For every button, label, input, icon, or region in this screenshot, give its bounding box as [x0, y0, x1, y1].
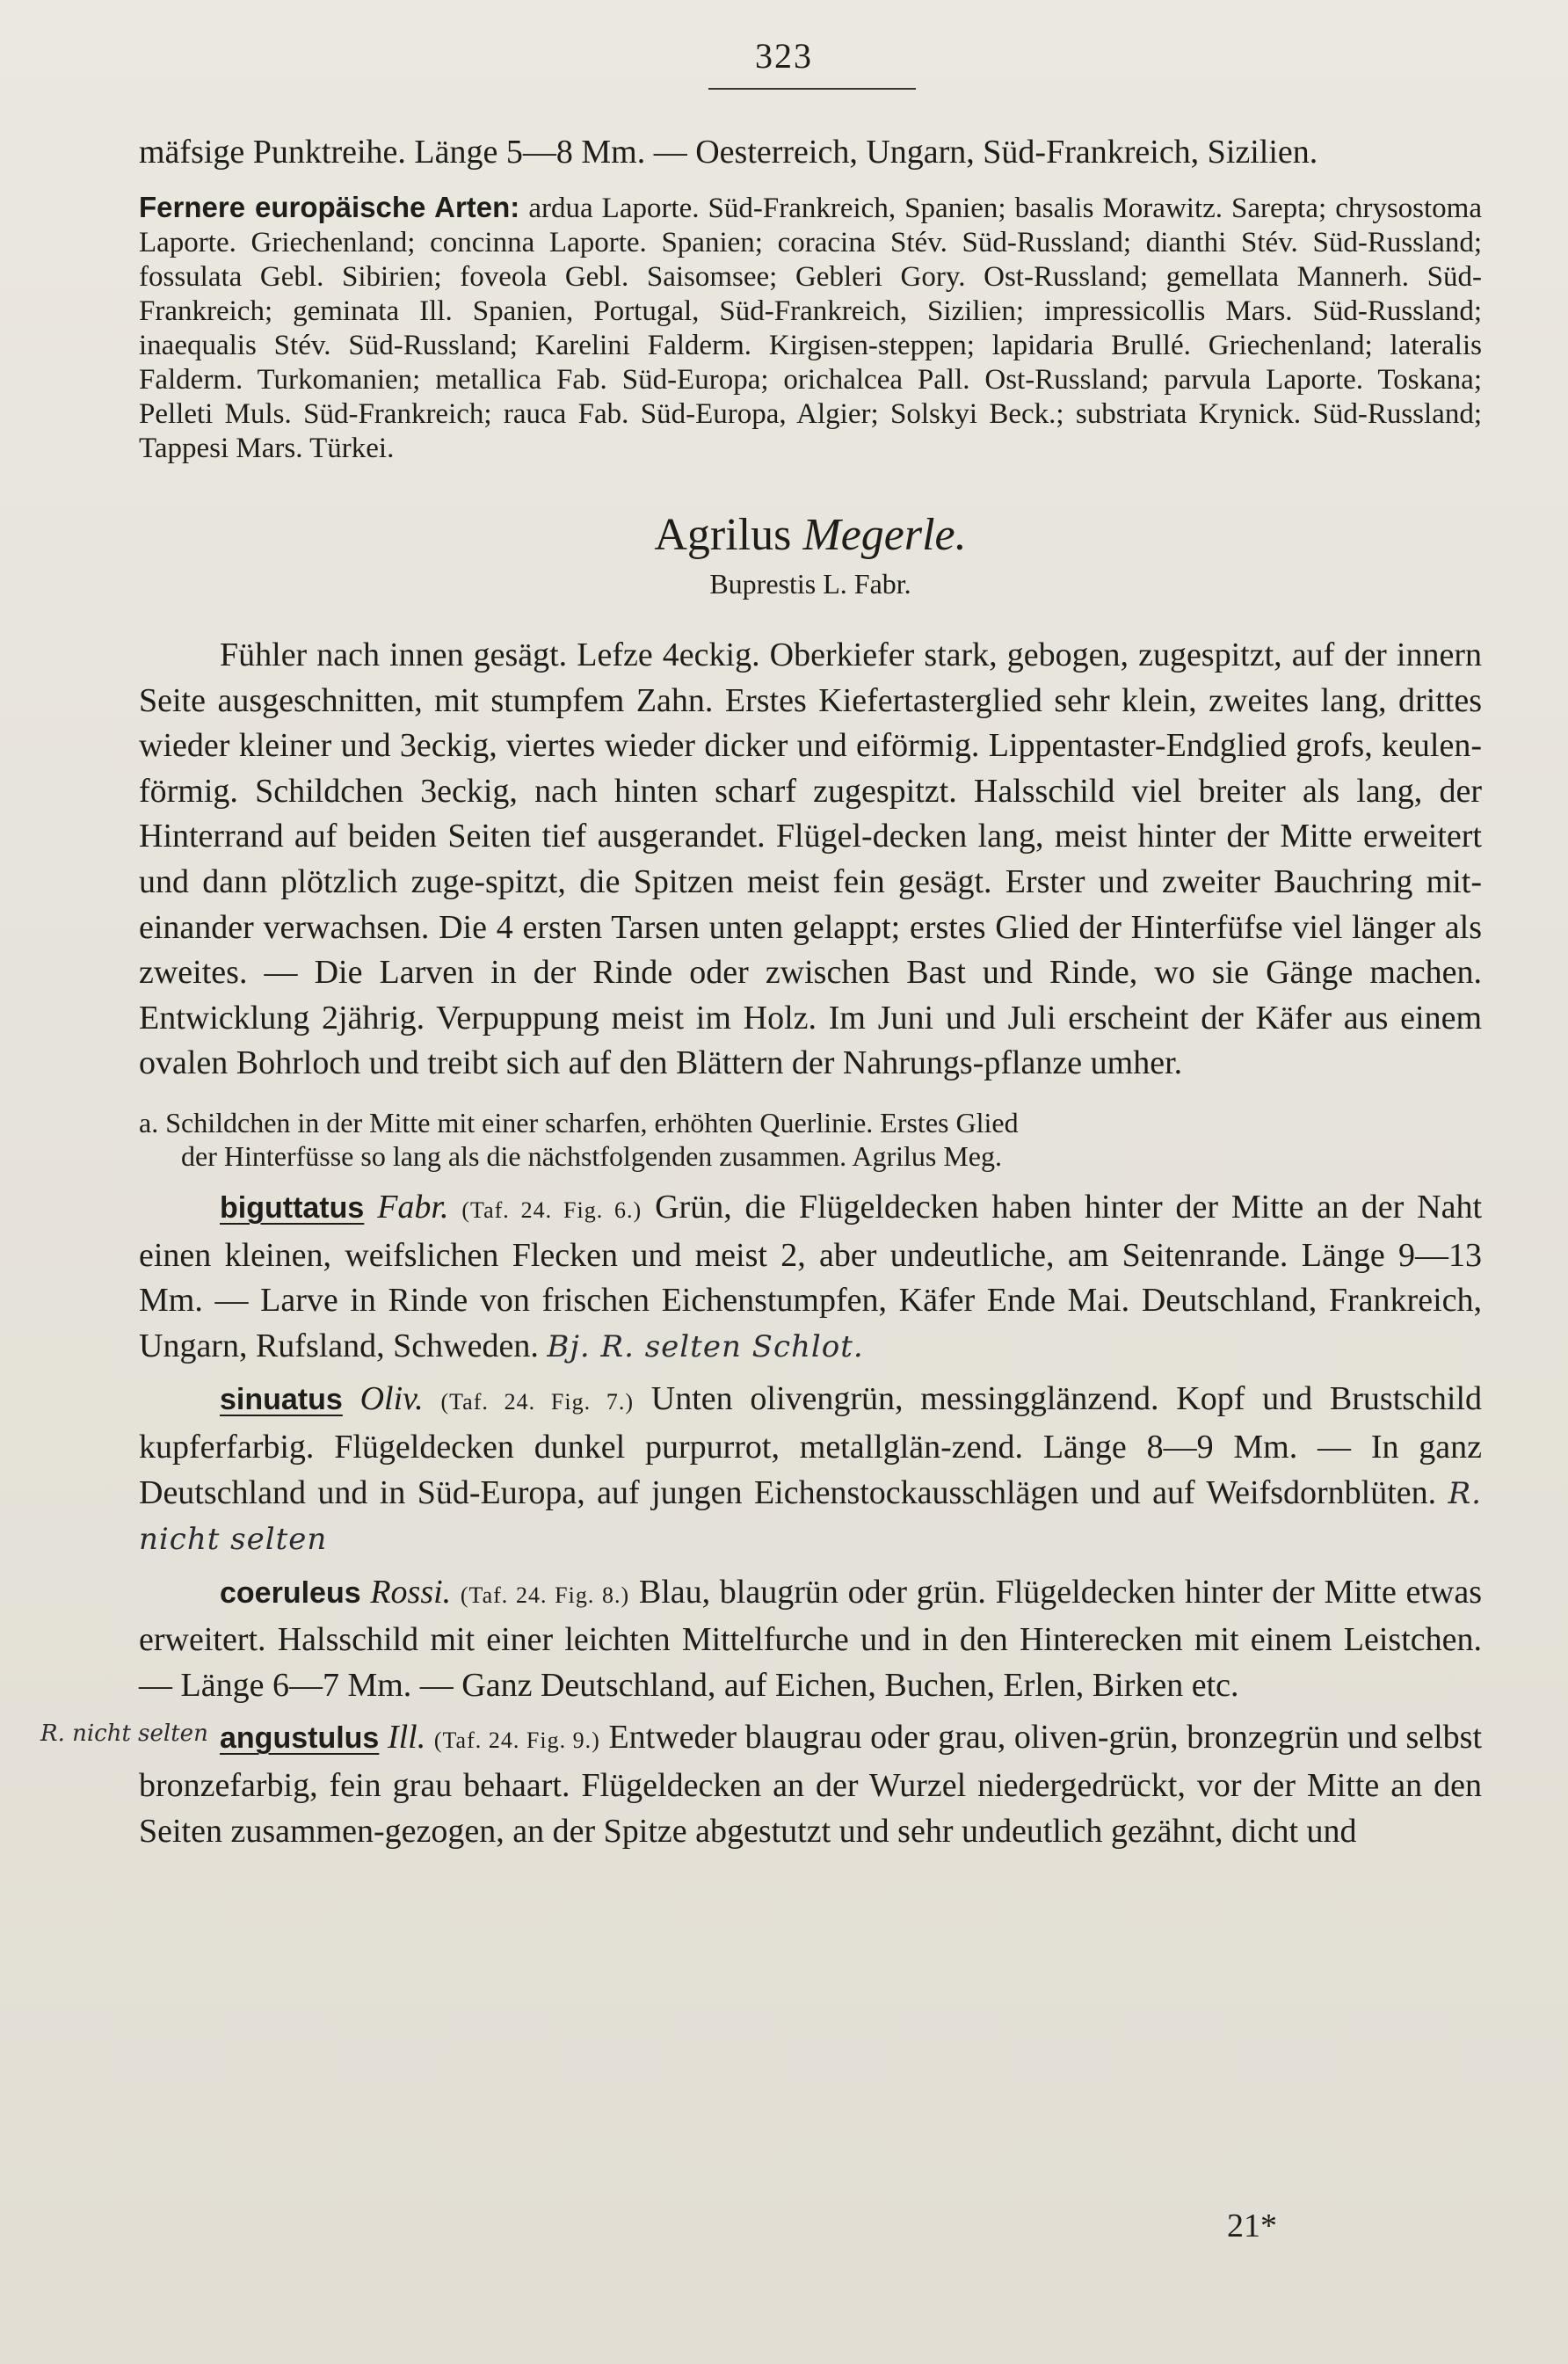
key-line-2: der Hinterfüsse so lang als die nächstfolgenden zusammen. Agrilus Meg. [181, 1139, 1002, 1172]
identification-key [139, 1106, 1482, 1173]
species-entry-angustulus [40, 1715, 1483, 1854]
species-entry-biguttatus [139, 1185, 1482, 1370]
handwritten-note: Bj. R. selten Schlot. [547, 1328, 864, 1364]
handwritten-margin-note: R. nicht selten [40, 1720, 208, 1748]
plate-reference: (Taf. 24. Fig. 8.) [460, 1582, 630, 1608]
page-number: 323 [755, 36, 813, 76]
species-author: Ill. [387, 1719, 426, 1757]
species-description: Blau, blaugrün oder grün. Flügeldecken hinter der Mitte etwas erweitert. Halsschild mit einer leichten Mittelfurche und in den Hinterecken mit einem Leistchen. — Länge 6—7 Mm. — Ganz Deutschland, auf Eichen, Buchen, Erlen, Birken etc. [139, 1573, 1483, 1704]
genus-heading [139, 508, 1482, 563]
species-entry-coeruleus [139, 1570, 1482, 1709]
signature-mark: 21* [1227, 2208, 1277, 2244]
species-name: biguttatus [220, 1190, 365, 1225]
key-line-1: a. Schildchen in der Mitte mit einer scharfen, erhöhten Querlinie. Erstes Glied [139, 1106, 1019, 1138]
genus-author: Megerle. [802, 510, 967, 560]
genus-name: Agrilus [654, 510, 792, 560]
plate-reference: (Taf. 24. Fig. 9.) [433, 1728, 600, 1754]
other-species-paragraph [139, 190, 1482, 466]
other-species-text: ardua Laporte. Süd-Frankreich, Spanien; basalis Morawitz. Sarepta; chrysostoma Laporte. Griechenland; concinna Laporte. Spanien; coracina Stév. Süd-Russland; dianthi Stév. Süd-Russland; fossulata Gebl. Sibirien; foveola Gebl. Saisomsee; Gebleri Gory. Ost-Russland; gemellata Mannerh. Süd-Frankreich; geminata Ill. Spanien, Portugal, Süd-Frankreich, Sizilien; impressicollis Mars. Süd-Russland; inaequalis Stév. Süd-Russland; Karelini Falderm. Kirgisen-steppen; lapidaria Brullé. Griechenland; lateralis Falderm. Turkomanien; metallica Fab. Süd-Europa; orichalcea Pall. Ost-Russland; parvula Laporte. Toskana; Pelleti Muls. Süd-Frankreich; rauca Fab. Süd-Europa, Algier; Solskyi Beck.; substriata Krynick. Süd-Russland; Tappesi Mars. Türkei. [139, 193, 1482, 464]
genus-description: Fühler nach innen gesägt. Lefze 4eckig. Oberkiefer stark, gebogen, zugespitzt, auf der innern Seite ausgeschnitten, mit stumpfem Zahn. Erstes Kiefertasterglied sehr klein, zweites lang, drittes wieder kleiner und 3eckig, viertes wieder dicker und eiförmig. Lippentaster-Endglied grofs, keulen-förmig. Schildchen 3eckig, nach hinten scharf zugespitzt. Halsschild viel breiter als lang, der Hinterrand auf beiden Seiten tief ausgerandet. Flügel-decken lang, meist hinter der Mitte erweitert und dann plötzlich zuge-spitzt, die Spitzen meist fein gesägt. Erster und zweiter Bauchring mit-einander verwachsen. Die 4 ersten Tarsen unten gelappt; erstes Glied der Hinterfüfse viel länger als zweites. — Die Larven in der Rinde oder zwischen Bast und Rinde, wo sie Gänge machen. Entwicklung 2jährig. Verpuppung meist im Holz. Im Juni und Juli erscheint der Käfer aus einem ovalen Bohrloch und treibt sich auf den Blättern der Nahrungs-pflanze umher. [139, 636, 1482, 1082]
species-description: Entweder blaugrau oder grau, oliven-grün, bronzegrün und selbst bronzefarbig, fein grau behaart. Flügeldecken an der Wurzel niedergedrückt, vor der Mitte an den Seiten zusammen-gezogen, an der Spitze abgestutzt und sehr undeutlich gezähnt, dicht und [139, 1719, 1483, 1850]
species-name: sinuatus [220, 1383, 343, 1417]
plate-reference: (Taf. 24. Fig. 7.) [440, 1389, 635, 1415]
genus-synonym: Buprestis L. Fabr. [709, 568, 911, 600]
species-author: Fabr. [377, 1188, 449, 1226]
intro-paragraph: mäfsige Punktreihe. Länge 5—8 Mm. — Oesterreich, Ungarn, Süd-Frankreich, Sizilien. [139, 134, 1318, 171]
handwritten-note: R. nicht selten [139, 1475, 1482, 1558]
species-description: Unten olivengrün, messingglänzend. Kopf und Brustschild kupferfarbig. Flügeldecken dunkel purpurrot, metallglän-zend. Länge 8—9 Mm. — In ganz Deutschland und in Süd-Europa, auf jungen Eichenstockausschlägen und auf Weifsdornblüten. [139, 1380, 1483, 1511]
species-name: coeruleus [220, 1575, 361, 1610]
species-description: Grün, die Flügeldecken haben hinter der Mitte an der Naht einen kleinen, weifslichen Flecken und meist 2, aber undeutliche, am Seitenrande. Länge 9—13 Mm. — Larve in Rinde von frischen Eichenstumpfen, Käfer Ende Mai. Deutschland, Frankreich, Ungarn, Rufsland, Schweden. [139, 1188, 1483, 1364]
species-name: angustulus [220, 1721, 380, 1756]
page-content [40, 130, 1483, 1854]
header-rule [708, 88, 916, 90]
species-author: Oliv. [359, 1380, 424, 1418]
species-author: Rossi. [370, 1573, 452, 1611]
other-species-lead: Fernere europäische Arten: [139, 191, 520, 223]
plate-reference: (Taf. 24. Fig. 6.) [461, 1197, 642, 1223]
species-entry-sinuatus [139, 1377, 1482, 1562]
